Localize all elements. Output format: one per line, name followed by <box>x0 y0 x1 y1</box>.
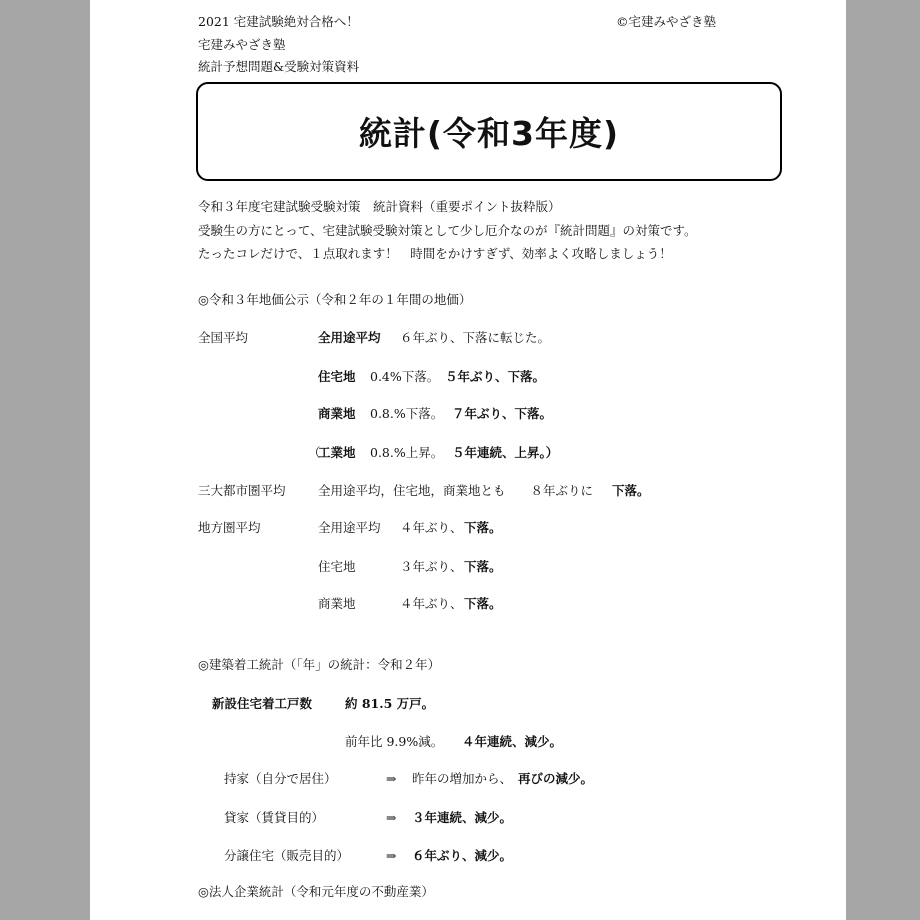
document-page <box>90 0 846 920</box>
corporate-heading: ◎法人企業統計（令和元年度の不動産業） <box>198 884 434 899</box>
national-residential-pct: 0.4%下落。 <box>370 369 440 384</box>
intro-line-1: 令和３年度宅建試験受験対策 統計資料（重要ポイント抜粋版） <box>198 199 561 214</box>
regional-commercial-value-a: ４年ぶり、 <box>400 596 463 611</box>
header-line-1: 2021 宅建試験絶対合格へ！ <box>198 14 359 29</box>
for-sale-housing-label: 分譲住宅（販売目的） <box>224 848 350 863</box>
intro-line-2: 受験生の方にとって、宅建試験受験対策として少し厄介なのが『統計問題』の対策です。 <box>198 223 697 238</box>
header-line-3: 統計予想問題&受験対策資料 <box>198 59 360 74</box>
national-commercial-value: ７年ぶり、下落。 <box>452 406 553 421</box>
copyright-text: ©宅建みやざき塾 <box>616 14 717 29</box>
metro-average-result: 下落。 <box>612 483 650 498</box>
national-all-use-label: 全用途平均 <box>318 330 381 345</box>
rental-label: 貸家（賃貸目的） <box>224 810 325 825</box>
title-box <box>196 82 782 181</box>
national-all-use-value: ６年ぶり、下落に転じた。 <box>400 330 551 345</box>
national-industrial-value: ５年連続、上昇。） <box>452 445 559 460</box>
new-housing-starts-value: 約 81.5 万戸。 <box>345 696 435 711</box>
national-industrial-label: 工業地 <box>318 445 356 460</box>
national-commercial-pct: 0.8.%下落。 <box>370 406 444 421</box>
owner-occupied-value-b: 再びの減少。 <box>518 771 594 786</box>
rental-value: ３年連続、減少。 <box>412 810 513 825</box>
owner-occupied-label: 持家（自分で居住） <box>224 771 337 786</box>
yoy-change-value: 前年比 9.9%減。 <box>345 734 444 749</box>
national-commercial-label: 商業地 <box>318 406 356 421</box>
land-price-heading: ◎令和３年地価公示（令和２年の１年間の地価） <box>198 292 472 307</box>
national-industrial-pct: 0.8.%上昇。 <box>370 445 444 460</box>
new-housing-starts-label: 新設住宅着工戸数 <box>212 696 313 711</box>
arrow-icon: ⇒ <box>386 771 397 786</box>
regional-all-use-label: 全用途平均 <box>318 520 381 535</box>
metro-average-text: 全用途平均，住宅地，商業地とも ８年ぶりに <box>318 483 594 498</box>
page-title: 統計(令和3年度) <box>358 114 620 153</box>
regional-residential-label: 住宅地 <box>318 559 356 574</box>
for-sale-housing-value: ６年ぶり、減少。 <box>412 848 513 863</box>
yoy-change-trend: ４年連続、減少。 <box>462 734 563 749</box>
national-industrial-open: （ <box>308 445 321 460</box>
regional-residential-value-a: ３年ぶり、 <box>400 559 463 574</box>
arrow-icon: ⇒ <box>386 848 397 863</box>
national-average-label: 全国平均 <box>198 330 249 345</box>
owner-occupied-value-a: 昨年の増加から、 <box>412 771 513 786</box>
regional-average-label: 地方圏平均 <box>198 520 261 535</box>
regional-all-use-value-a: ４年ぶり、 <box>400 520 463 535</box>
header-line-2: 宅建みやざき塾 <box>198 37 286 52</box>
metro-average-label: 三大都市圏平均 <box>198 483 286 498</box>
national-residential-label: 住宅地 <box>318 369 356 384</box>
regional-residential-value-b: 下落。 <box>464 559 502 574</box>
construction-heading: ◎建築着工統計（「年」の統計：令和２年） <box>198 657 441 672</box>
regional-commercial-label: 商業地 <box>318 596 356 611</box>
regional-commercial-value-b: 下落。 <box>464 596 502 611</box>
intro-line-3: たったコレだけで、１点取れます！ 時間をかけすぎず、効率よく攻略しましょう！ <box>198 246 672 261</box>
arrow-icon: ⇒ <box>386 810 397 825</box>
national-residential-value: ５年ぶり、下落。 <box>445 369 546 384</box>
regional-all-use-value-b: 下落。 <box>464 520 502 535</box>
